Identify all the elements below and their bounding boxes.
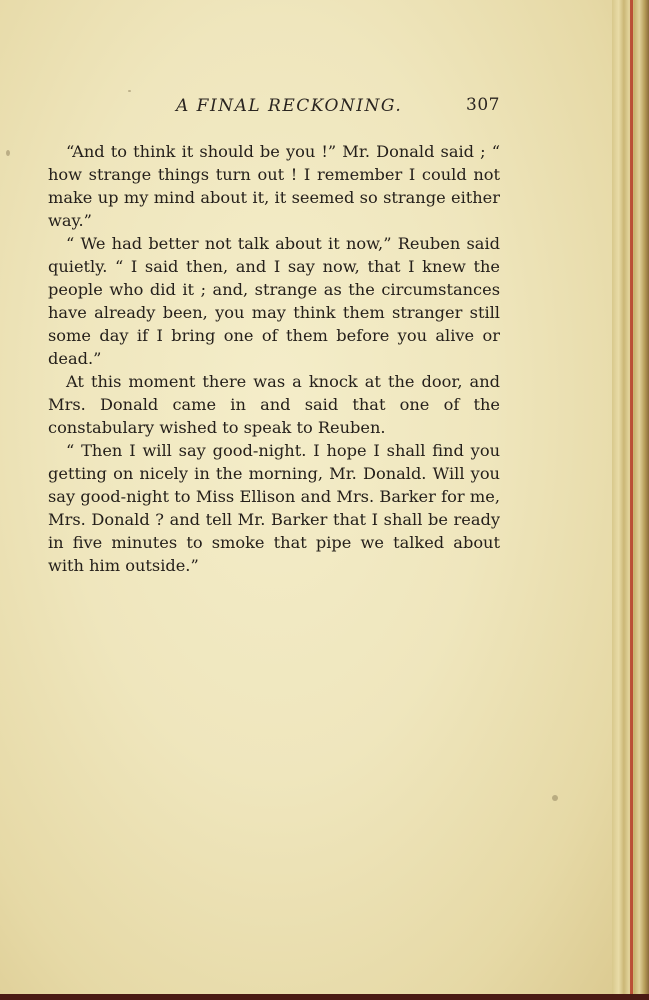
running-head: A FINAL RECKONING.: [176, 96, 403, 116]
cover-edge: [0, 994, 649, 1000]
paragraph: “And to think it should be you !” Mr. Donald said ; “ how strange things turn out ! I remember I could not make up my mind about it, it seemed so strange either way.”: [48, 142, 500, 230]
page-body: [48, 140, 500, 577]
binding-stripe: [630, 0, 633, 994]
paragraph: “ Then I will say good-night. I hope I shall find you getting on nicely in the morning, Mr. Donald. Will you say good-night to Miss Ellison and Mrs. Barker for me, Mrs. Donald ? and tell Mr. Barker that I shall be ready in five minutes to smoke that pipe we talked about with him outside.”: [48, 441, 500, 575]
paragraph: At this moment there was a knock at the door, and Mrs. Donald came in and said that one of the constabulary wished to speak to Reuben.: [48, 372, 500, 437]
paper-speck: [6, 150, 10, 156]
paragraph: “ We had better not talk about it now,” Reuben said quietly. “ I said then, and I say now, that I knew the people who did it ; and, strange as the circumstances have already been, you may think them stranger still some day if I bring one of them before you alive or dead.”: [48, 234, 500, 368]
page-number: 307: [466, 95, 500, 115]
paper-speck: [128, 90, 131, 92]
paper-speck: [552, 795, 558, 801]
page-header: [48, 96, 500, 120]
